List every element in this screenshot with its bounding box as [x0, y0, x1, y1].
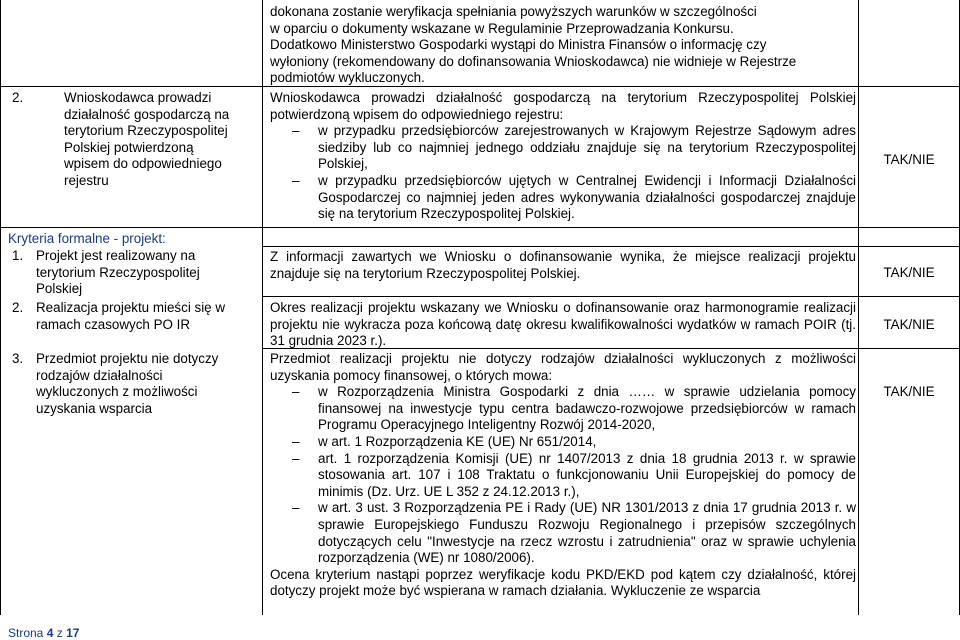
p3-verdict: TAK/NIE	[883, 384, 935, 399]
p3-intro: Przedmiot realizacji projektu nie dotyczy rodzajów działalności wykluczonych z możliwości uzyskania pomocy finansowej, o których mowa:	[270, 351, 856, 383]
table-border-col2	[858, 0, 859, 615]
p3-item: – w art. 3 ust. 3 Rozporządzenia PE i Rady (UE) NR 1301/2013 z dnia 17 grudnia 2013 r. w sprawie Europejskiego Funduszu Rozwoju Regionalnego i przepisów szczególnych dotyczących celu "Inwestycje na rzecz wzrostu i zatrudnienia" oraz w sprawie uchylenia rozporządzenia (WE) nr 1080/2006).	[270, 500, 856, 566]
p3-item: – w Rozporządzenia Ministra Gospodarki z dnia …… w sprawie udzielania pomocy finansowej na inwestycje typu centra badawczo-rozwojowe przedsiębiorców w ramach Programu Operacyjnego Inteligentny Rozwój 2014-2020,	[270, 384, 856, 434]
row2-item: – w przypadku przedsiębiorców zarejestrowanych w Krajowym Rejestrze Sądowym adres siedziby lub co najmniej jednego oddziału znajduje się na terytorium Rzeczypospolitej Polskiej,	[270, 123, 856, 173]
top-line: podmiotów wykluczonych.	[270, 70, 425, 86]
p3-closing: Ocena kryterium nastąpi poprzez weryfikacje kodu PKD/EKD pod kątem czy działalność, której dotyczy projekt może być wspierana w ramach działania. Wykluczenie ze wsparcia	[270, 566, 856, 599]
p2-verdict: TAK/NIE	[883, 317, 935, 332]
p1-number: 1.	[12, 248, 24, 263]
p3-item: – w art. 1 Rozporządzenia KE (UE) Nr 651/2014,	[270, 434, 856, 451]
table-border-col1	[262, 0, 263, 615]
p1-description: Z informacji zawartych we Wniosku o dofinansowanie wynika, że miejsce realizacji projektu znajduje się na terytorium Rzeczypospolitej Polskiej.	[270, 249, 856, 281]
p3-number: 3.	[12, 351, 24, 366]
top-line: dokonana zostanie weryfikacja spełniania powyższych warunków w szczególności	[270, 4, 757, 19]
row2-description	[270, 90, 856, 223]
p2-description: Okres realizacji projektu wskazany we Wniosku o dofinansowanie oraz harmonogramie realizacji projektu nie wykracza poza końcową datę okresu kwalifikowalności wydatków w ramach POIR (tj. 31 grudnia 2023 r.).	[270, 300, 856, 349]
top-line: wyłoniony (rekomendowany do dofinansowania Wnioskodawca) nie widnieje w Rejestrze	[270, 53, 797, 69]
row2-intro: Wnioskodawca prowadzi działalność gospodarczą na terytorium Rzeczypospolitej Polskiej potwierdzoną wpisem do odpowiedniego rejestru:	[270, 90, 856, 122]
footer-sep: z	[56, 626, 63, 640]
row2-number: 2.	[12, 90, 24, 105]
table-border-left	[0, 0, 1, 615]
footer-label: Strona	[8, 626, 44, 640]
top-line: Dodatkowo Ministerstwo Gospodarki wystąpi do Ministra Finansów o informację czy	[270, 37, 767, 53]
p3-item: – art. 1 rozporządzenia Komisji (UE) nr 1407/2013 z dnia 18 grudnia 2013 r. w sprawie stosowania art. 107 i 108 Traktatu o funkcjonowaniu Unii Europejskiej do pomocy de minimis (Dz. Urz. UE L 352 z 24.12.2013 r.),	[270, 451, 856, 501]
p1-criterion: Projekt jest realizowany na terytorium Rzeczypospolitej Polskiej	[36, 248, 200, 297]
p2-criterion: Realizacja projektu mieści się w ramach czasowych PO IR	[36, 300, 226, 332]
p3-description	[270, 351, 856, 600]
row2-item: – w przypadku przedsiębiorców ujętych w Centralnej Ewidencji i Informacji Działalności Gospodarczej co najmniej jeden adres wykonywania działalności gospodarczej znajduje się na terytorium Rzeczypospolitej Polskiej.	[270, 173, 856, 223]
top-block-text	[270, 4, 856, 87]
p1-verdict: TAK/NIE	[883, 265, 935, 280]
row2-verdict: TAK/NIE	[883, 152, 935, 167]
p3-criterion: Przedmiot projektu nie dotyczy rodzajów działalności wykluczonych z możliwości uzyskania wsparcia	[36, 351, 219, 416]
footer-page: 4	[46, 626, 54, 640]
row2-criterion: Wnioskodawca prowadzi działalność gospodarczą na terytorium Rzeczypospolitej Polskiej potwierdzoną wpisem do odpowiedniego rejestru	[64, 90, 230, 188]
page-footer	[8, 625, 79, 640]
row-divider-3	[262, 246, 960, 247]
top-line: w oparciu o dokumenty wskazane w Regulaminie Przeprowadzania Konkursu.	[270, 20, 734, 36]
section-header: Kryteria formalne - projekt:	[8, 231, 166, 246]
p2-number: 2.	[12, 300, 24, 315]
row-divider-2	[0, 227, 960, 228]
footer-total: 17	[66, 626, 80, 640]
row-divider-4	[262, 296, 960, 297]
